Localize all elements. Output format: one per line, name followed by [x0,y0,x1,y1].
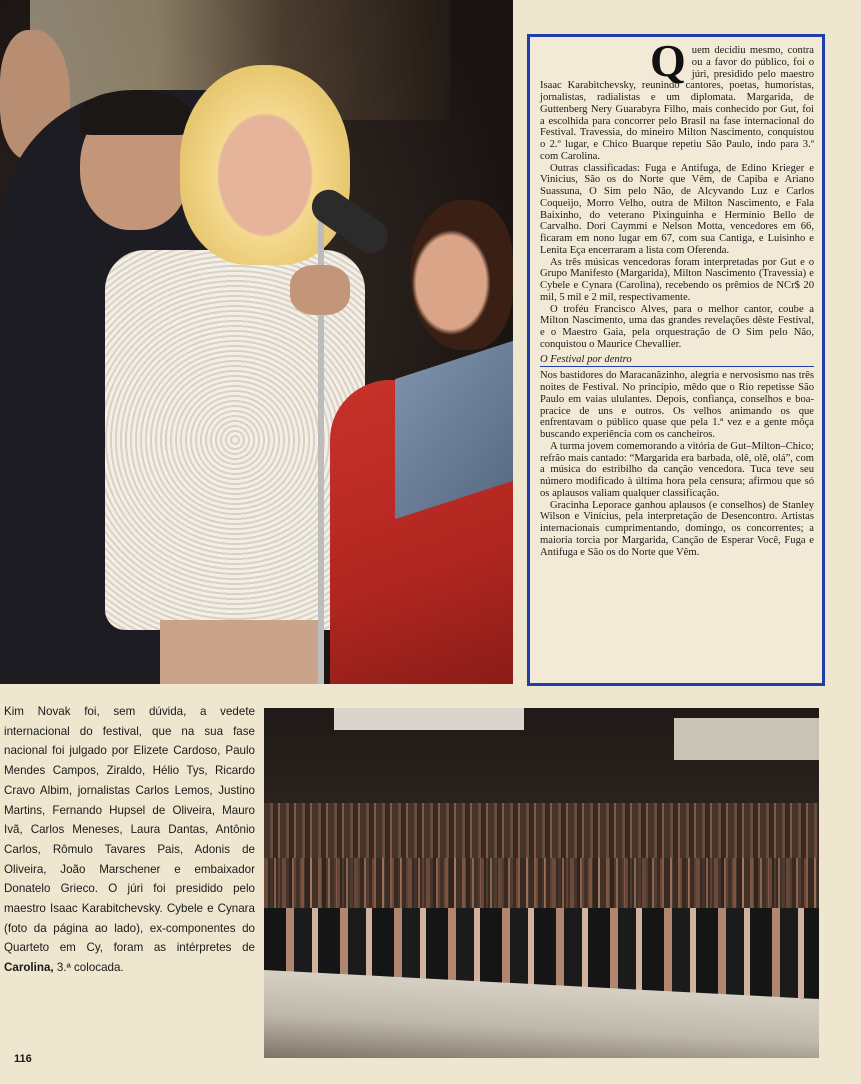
article-paragraph: Quem decidiu mesmo, contra ou a favor do público, foi o júri, presidido pelo maestro Isaac Karabitchevsky, reunindo cantores, poetas, humoristas, jornalistas, radialistas e um diplomata. Margarida, de Guttenberg Nery Guarabyra Filho, mais conhecido por Gut, foi a escolhida para concorrer pelo Brasil na fase internacional do Festival. Travessia, do mineiro Milton Nascimento, conquistou o 2.º lugar, e Chico Buarque repetiu São Paulo, indo para 3.º com Carolina. [540,35,814,162]
article-paragraph: A turma jovem comemorando a vitória de Gut–Milton–Chico; refrão mais cantado: “Margarida era barbada, olê, olê, olá”, com a música do estribilho da canção vencedora. Tuca teve seu número modificado à última hora pela censura; afirmou que só os aplausos valiam qualquer classificação. [540,440,814,499]
banner [674,718,819,760]
man-hair [80,90,190,135]
banner [334,708,524,730]
article-frame [527,34,825,686]
singer-legs [160,620,320,684]
jury-photo [264,708,819,1058]
article-paragraph: O troféu Francisco Alves, para o melhor cantor, coube a Milton Nascimento, uma das grandes revelações dêste Festival, e o Maestro Gaia, pela orquestração de O Sim pelo Não, conquistou o Maurice Chevallier. [540,303,814,350]
hand [290,265,350,315]
dropcap: Q [650,35,686,86]
photo-caption: Kim Novak foi, sem dúvida, a vedete internacional do festival, que na sua fase nacional foi julgado por Elizete Cardoso, Paulo Mendes Campos, Ziraldo, Hélio Tys, Ricardo Cravo Albim, jornalistas Carlos Lemos, Justino Martins, Fernando Hupsel de Oliveira, Mauro Ivã, Carlos Meneses, Laura Dantas, Antônio Carlos, Rômulo Tavares Pais, Adonis de Oliveira, João Marschener e embaixador Donatelo Grieco. O júri foi presidido pelo maestro Isaac Karabitchevsky. Cybele e Cynara (foto da página ao lado), ex-componentes do Quarteto em Cy, foram as intérpretes de Carolina, 3.ª colocada. [4,705,255,975]
article-paragraph: Outras classificadas: Fuga e Antifuga, de Edino Krieger e Vinicius, São os do Norte que Vêm, de Capiba e Ariano Suassuna, O Sim pelo Não, de Alcyvando Luz e Carlos Coqueijo, Morro Velho, outra de Milton Nascimento, e Fala Baixinho, do veterano Pixinguinha e Hermínio Bello de Carvalho. Dori Caymmi e Nelson Motta, vencedores em 66, ficaram em nono lugar em 67, com sua Cantiga, e Luisinho e Lenita Eça encerraram a lista com Oferenda. [540,162,814,256]
page-number: 116 [14,1053,32,1065]
caption-bold: Carolina, [4,961,54,975]
singer-blonde-head [180,65,350,265]
stage-photo [0,0,513,684]
article-subhead: O Festival por dentro [540,354,814,368]
article-body [540,35,814,558]
article-paragraph: As três músicas vencedoras foram interpretadas por Gut e o Grupo Manifesto (Margarida), Milton Nascimento (Travessia) e Cybele e Cynara (Carolina), recebendo os prêmios de NCr$ 20 mil, 5 mil e 2 mil, respectivamente. [540,256,814,303]
singer-brunette-head [410,200,513,350]
article-paragraph: Nos bastidores do Maracanãzinho, alegria e nervosismo nas três noites de Festival. No princípio, mêdo que o Rio repetisse São Paulo em vaias ululantes. Depois, confiança, conselhos e boa-pracice de uns e outros. Os velhos animando os que enfrentavam o público quase que pela 1.ª vez e a gente môça buscando experiência com os cancheiros. [540,370,814,440]
article-paragraph: Gracinha Leporace ganhou aplausos (e conselhos) de Stanley Wilson e Vinícius, pela interpretação de Desencontro. Artistas internacionais cumprimentando, domingo, os concorrentes; a maioria torcia por Margarida, Canção de Esperar Você, Fuga e Antifuga e São os do Norte que Vêm. [540,499,814,558]
